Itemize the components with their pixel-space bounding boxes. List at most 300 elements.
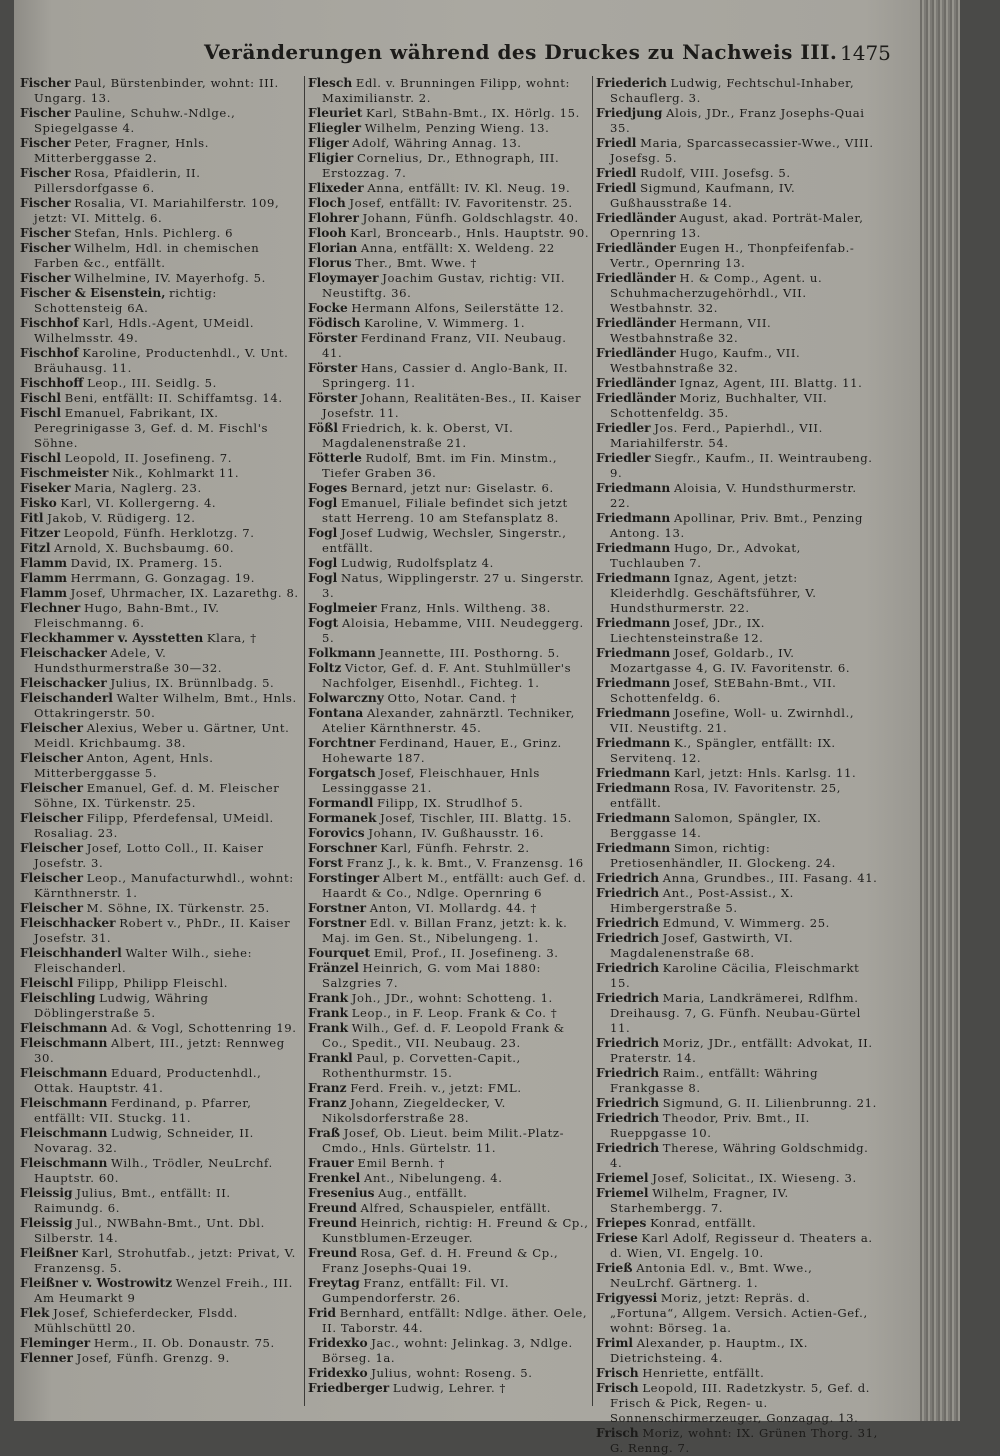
entry-surname: Freund — [308, 1246, 357, 1260]
entry-surname: Frank — [308, 991, 349, 1005]
entry-details: Filipp, IX. Strudlhof 5. — [377, 796, 524, 810]
entry-surname: Friedmann — [596, 481, 671, 495]
directory-entry — [308, 211, 590, 226]
entry-surname: Friedrich — [596, 886, 660, 900]
entry-details: Ant., Nibelungeng. 4. — [364, 1171, 503, 1185]
entry-details: Leop., III. Seidlg. 5. — [87, 376, 217, 390]
entry-surname: Friedrich — [596, 931, 660, 945]
page-number: 1475 — [840, 41, 891, 65]
entry-surname: Fischl — [20, 451, 62, 465]
entry-surname: Forgatsch — [308, 766, 376, 780]
entry-details: Josef, entfällt: IV. Favoritenstr. 25. — [349, 196, 573, 210]
directory-entry — [20, 1156, 302, 1186]
entry-details: Josef, Fleischhauer, Hnls Lessinggasse 21. — [322, 766, 540, 795]
entry-surname: Folwarczny — [308, 691, 384, 705]
entry-surname: Fogl — [308, 556, 338, 570]
directory-entry — [596, 646, 878, 676]
entry-surname: Friedler — [596, 421, 651, 435]
directory-entry — [308, 661, 590, 691]
entry-surname: Fischl — [20, 406, 62, 420]
entry-surname: Fränzel — [308, 961, 359, 975]
directory-entry — [20, 526, 302, 541]
directory-entry — [20, 271, 302, 286]
entry-details: Albert, III., jetzt: Rennweg 30. — [34, 1036, 285, 1065]
directory-entry — [308, 901, 590, 916]
entry-surname: Friedländer — [596, 391, 676, 405]
entry-details: Heinrich, G. vom Mai 1880: Salzgries 7. — [322, 961, 541, 990]
directory-entry — [308, 826, 590, 841]
entry-details: Eduard, Productenhdl., Ottak. Hauptstr. 41. — [34, 1066, 262, 1095]
entry-details: Victor, Gef. d. F. Ant. Stuhlmüller's Nachfolger, Eisenhdl., Fichteg. 1. — [322, 661, 572, 690]
directory-entry — [596, 211, 878, 241]
directory-entry — [308, 946, 590, 961]
directory-entry — [20, 106, 302, 136]
entry-surname: Florian — [308, 241, 358, 255]
directory-entry — [308, 706, 590, 736]
directory-entry — [596, 916, 878, 931]
entry-details: Heinrich, richtig: H. Freund & Cp., Kunstblumen-Erzeuger. — [322, 1216, 589, 1245]
entry-surname: Floch — [308, 196, 346, 210]
entry-details: Karl Adolf, Regisseur d. Theaters a. d. Wien, VI. Engelg. 10. — [610, 1231, 873, 1260]
entry-details: Julius, wohnt: Roseng. 5. — [371, 1366, 533, 1380]
directory-entry — [308, 1216, 590, 1246]
entry-details: Alois, JDr., Franz Josephs-Quai 35. — [610, 106, 865, 135]
entry-details: Karl, jetzt: Hnls. Karlsg. 11. — [673, 766, 857, 780]
entry-details: Henriette, entfällt. — [642, 1366, 765, 1380]
entry-details: Hugo, Kaufm., VII. Westbahnstraße 32. — [610, 346, 801, 375]
directory-entry — [20, 166, 302, 196]
entry-details: Filipp, Pferdefensal, UMeidl. Rosaliag. 23. — [34, 811, 274, 840]
entry-details: Eugen H., Thonpfeifenfab.-Vertr., Opernring 13. — [610, 241, 855, 270]
directory-entry — [308, 841, 590, 856]
entry-surname: Friedrich — [596, 1096, 660, 1110]
entry-details: Paul, Bürstenbinder, wohnt: III. Ungarg. 13. — [34, 76, 279, 105]
entry-surname: Friederich — [596, 76, 667, 90]
directory-entry — [308, 526, 590, 556]
directory-entry — [308, 391, 590, 421]
directory-entry — [20, 1246, 302, 1276]
directory-entry — [308, 571, 590, 601]
entry-surname: Frank — [308, 1006, 349, 1020]
entry-details: Anton, Agent, Hnls. Mitterberggasse 5. — [34, 751, 214, 780]
entry-surname: Friedl — [596, 181, 637, 195]
directory-entry — [596, 886, 878, 916]
entry-details: Edl. v. Billan Franz, jetzt: k. k. Maj. im Gen. St., Nibelungeng. 1. — [322, 916, 568, 945]
entry-surname: Flixeder — [308, 181, 364, 195]
entry-surname: Forovics — [308, 826, 365, 840]
directory-entry — [596, 1261, 878, 1291]
entry-details: Walter Wilh., siehe: Fleischanderl. — [34, 946, 253, 975]
directory-entry — [20, 391, 302, 406]
entry-details: Jul., NWBahn-Bmt., Unt. Dbl. Silberstr. 14. — [34, 1216, 265, 1245]
directory-entry — [20, 811, 302, 841]
directory-entry — [20, 196, 302, 226]
entry-details: August, akad. Porträt-Maler, Opernring 13. — [610, 211, 864, 240]
directory-entry — [308, 301, 590, 316]
entry-surname: Fraß — [308, 1126, 341, 1140]
directory-entry — [596, 1336, 878, 1366]
directory-entry — [596, 676, 878, 706]
entry-surname: Friedrich — [596, 871, 660, 885]
directory-entry — [308, 601, 590, 616]
directory-entry — [308, 1126, 590, 1156]
directory-entry — [596, 271, 878, 316]
entry-details: Robert v., PhDr., II. Kaiser Josefstr. 31. — [34, 916, 291, 945]
entry-details: Ludwig, Lehrer. † — [392, 1381, 506, 1395]
directory-entry — [596, 316, 878, 346]
directory-entry — [308, 106, 590, 121]
entry-surname: Fößl — [308, 421, 339, 435]
entry-details: Jeannette, III. Posthorng. 5. — [379, 646, 560, 660]
entry-surname: Fischer & Eisenstein, — [20, 286, 166, 300]
directory-entry — [20, 991, 302, 1021]
entry-details: Sigmund, G. II. Lilienbrunng. 21. — [662, 1096, 877, 1110]
entry-details: Joachim Gustav, richtig: VII. Neustiftg. 36. — [322, 271, 566, 300]
entry-surname: Formanek — [308, 811, 377, 825]
directory-entry — [308, 1201, 590, 1216]
entry-details: Jakob, V. Rüdigerg. 12. — [47, 511, 196, 525]
directory-entry — [596, 421, 878, 451]
entry-details: Sigmund, Kaufmann, IV. Gußhausstraße 14. — [610, 181, 796, 210]
entry-details: Franz, entfällt: Fil. VI. Gumpendorferstr. 26. — [322, 1276, 510, 1305]
entry-surname: Fötterle — [308, 451, 362, 465]
entry-details: Karoline, V. Wimmerg. 1. — [364, 316, 526, 330]
column-rule — [592, 76, 593, 1406]
entry-details: richtig: Schottensteig 6A. — [34, 286, 217, 315]
directory-entry — [308, 496, 590, 526]
entry-details: Rosalia, VI. Mariahilferstr. 109, jetzt: VI. Mittelg. 6. — [34, 196, 280, 225]
directory-entry — [20, 346, 302, 376]
entry-surname: Fogl — [308, 496, 338, 510]
entry-surname: Friedmann — [596, 736, 671, 750]
directory-entry — [20, 586, 302, 601]
entry-surname: Fischer — [20, 226, 71, 240]
entry-details: Ferd. Freih. v., jetzt: FML. — [350, 1081, 522, 1095]
entry-surname: Fleischer — [20, 751, 83, 765]
directory-entry — [20, 1066, 302, 1096]
entry-surname: Fogl — [308, 571, 338, 585]
directory-entry — [308, 1051, 590, 1081]
entry-surname: Fogl — [308, 526, 338, 540]
entry-surname: Frenkel — [308, 1171, 361, 1185]
entry-details: Paul, p. Corvetten-Capit., Rothenthurmstr. 15. — [322, 1051, 521, 1080]
entry-surname: Friedmann — [596, 646, 671, 660]
entry-surname: Fleischhanderl — [20, 946, 122, 960]
directory-entry — [20, 1126, 302, 1156]
entry-details: Rosa, Pfaidlerin, II. Pillersdorfgasse 6. — [34, 166, 201, 195]
entry-surname: Franz — [308, 1096, 347, 1110]
entry-surname: Födisch — [308, 316, 361, 330]
directory-entry — [20, 226, 302, 241]
entry-surname: Freytag — [308, 1276, 360, 1290]
directory-entry — [308, 1186, 590, 1201]
entry-surname: Fleischer — [20, 781, 83, 795]
entry-details: M. Söhne, IX. Türkenstr. 25. — [86, 901, 270, 915]
entry-details: Julius, Bmt., entfällt: II. Raimundg. 6. — [34, 1186, 231, 1215]
directory-entry — [20, 601, 302, 631]
entry-surname: Friemel — [596, 1171, 649, 1185]
entry-details: Maria, Landkrämerei, Rdlfhm. Dreihausg. 7, G. Fünfh. Neubau-Gürtel 11. — [610, 991, 861, 1035]
entry-details: Bernhard, entfällt: Ndlge. äther. Oele, II. Taborstr. 44. — [322, 1306, 588, 1335]
entry-surname: Forschner — [308, 841, 377, 855]
entry-details: Franz J., k. k. Bmt., V. Franzensg. 16 — [346, 856, 584, 870]
entry-surname: Fleischmann — [20, 1126, 108, 1140]
directory-entry — [20, 466, 302, 481]
directory-entry — [596, 1111, 878, 1141]
entry-details: Bernard, jetzt nur: Giselastr. 6. — [350, 481, 554, 495]
entry-surname: Fleischl — [20, 976, 74, 990]
directory-entry — [596, 1216, 878, 1231]
entry-surname: Förster — [308, 361, 358, 375]
entry-surname: Fontana — [308, 706, 364, 720]
entry-surname: Friepes — [596, 1216, 647, 1230]
entry-surname: Fleischer — [20, 721, 83, 735]
directory-entry — [596, 961, 878, 991]
entry-details: Rudolf, VIII. Josefsg. 5. — [640, 166, 791, 180]
entry-surname: Frid — [308, 1306, 337, 1320]
entry-surname: Fischmeister — [20, 466, 109, 480]
entry-surname: Flooh — [308, 226, 347, 240]
directory-entry — [308, 316, 590, 331]
entry-details: Klara, † — [206, 631, 257, 645]
entry-surname: Friedberger — [308, 1381, 390, 1395]
entry-details: Johann, Ziegeldecker, V. Nikolsdorferstraße 28. — [322, 1096, 506, 1125]
entry-details: Alexander, zahnärztl. Techniker, Atelier Kärnthnerstr. 45. — [322, 706, 575, 735]
entry-details: Moriz, jetzt: Repräs. d. „Fortuna“, Allgem. Versich. Actien-Gef., wohnt: Börseg. 1a. — [610, 1291, 868, 1335]
entry-surname: Fischer — [20, 76, 71, 90]
entry-details: Josef, Fünfh. Grenzg. 9. — [76, 1351, 230, 1365]
directory-entry — [596, 781, 878, 811]
entry-details: Josef, StEBahn-Bmt., VII. Schottenfeldg. 6. — [610, 676, 837, 705]
directory-entry — [20, 946, 302, 976]
directory-entry — [308, 916, 590, 946]
directory-entry — [20, 1336, 302, 1351]
entry-details: Josef, Solicitat., IX. Wieseng. 3. — [652, 1171, 857, 1185]
directory-entry — [20, 871, 302, 901]
entry-surname: Friedmann — [596, 781, 671, 795]
entry-surname: Fleißner — [20, 1246, 78, 1260]
entry-details: Natus, Wipplingerstr. 27 u. Singerstr. 3. — [322, 571, 585, 600]
directory-entry — [308, 856, 590, 871]
entry-surname: Friedländer — [596, 316, 676, 330]
directory-page — [14, 0, 960, 1455]
column-2 — [308, 76, 590, 1406]
directory-entry — [308, 271, 590, 301]
entry-surname: Friedmann — [596, 571, 671, 585]
entry-surname: Fleischmann — [20, 1036, 108, 1050]
directory-entry — [596, 766, 878, 781]
directory-entry — [596, 1096, 878, 1111]
entry-surname: Fischhof — [20, 316, 79, 330]
directory-entry — [596, 991, 878, 1036]
directory-entry — [596, 871, 878, 886]
entry-details: Edl. v. Brunningen Filipp, wohnt: Maximilianstr. 2. — [322, 76, 571, 105]
entry-details: Ther., Bmt. Wwe. † — [355, 256, 477, 270]
entry-details: Joh., JDr., wohnt: Schotteng. 1. — [351, 991, 553, 1005]
directory-entry — [308, 1006, 590, 1021]
entry-details: Leopold, III. Radetzkystr. 5, Gef. d. Frisch & Pick, Regen- u. Sonnenschirmerzeuger, Gonzagag. 13. — [610, 1381, 871, 1425]
directory-entry — [20, 631, 302, 646]
entry-details: Ignaz, Agent, jetzt: Kleiderhdlg. Geschäftsführer, V. Hundsthurmerstr. 22. — [610, 571, 817, 615]
entry-details: Pauline, Schuhw.-Ndlge., Spiegelgasse 4. — [34, 106, 236, 135]
directory-entry — [20, 1021, 302, 1036]
entry-details: Josef, Tischler, III. Blattg. 15. — [380, 811, 572, 825]
entry-details: Apollinar, Priv. Bmt., Penzing Antong. 13. — [610, 511, 864, 540]
entry-surname: Franz — [308, 1081, 347, 1095]
directory-entry — [308, 1366, 590, 1381]
entry-details: Wilhelm, Fragner, IV. Starhembergg. 7. — [610, 1186, 789, 1215]
entry-details: Ant., Post-Assist., X. Himbergerstraße 5. — [610, 886, 794, 915]
entry-details: Aloisia, V. Hundsthurmerstr. 22. — [610, 481, 857, 510]
directory-entry — [596, 376, 878, 391]
column-3 — [596, 76, 878, 1455]
directory-entry — [20, 76, 302, 106]
directory-entry — [308, 1171, 590, 1186]
entry-surname: Fliegler — [308, 121, 361, 135]
directory-entry — [20, 691, 302, 721]
entry-surname: Fitzl — [20, 541, 51, 555]
entry-details: Hugo, Bahn-Bmt., IV. Fleischmanng. 6. — [34, 601, 220, 630]
entry-details: Walter Wilhelm, Bmt., Hnls. Ottakringerstr. 50. — [34, 691, 297, 720]
entry-details: Karl, VI. Kollergerng. 4. — [60, 496, 217, 510]
directory-entry — [308, 1021, 590, 1051]
entry-details: Ferdinand, p. Pfarrer, entfällt: VII. Stuckg. 11. — [34, 1096, 252, 1125]
directory-entry — [20, 781, 302, 811]
entry-details: Josef, Ob. Lieut. beim Milit.-Platz-Cmdo., Hnls. Gürtelstr. 11. — [322, 1126, 565, 1155]
entry-details: Moriz, wohnt: IX. Grünen Thorg. 31, G. Renng. 7. — [610, 1426, 878, 1455]
entry-details: Antonia Edl. v., Bmt. Wwe., NeuLrchf. Gärtnerg. 1. — [610, 1261, 813, 1290]
entry-details: Ludwig, Rudolfsplatz 4. — [340, 556, 494, 570]
entry-details: Karoline, Productenhdl., V. Unt. Bräuhausg. 11. — [34, 346, 289, 375]
entry-details: Johann, IV. Gußhausstr. 16. — [368, 826, 545, 840]
entry-details: Wilhelm, Penzing Wieng. 13. — [364, 121, 550, 135]
directory-entry — [20, 646, 302, 676]
entry-surname: Fitl — [20, 511, 44, 525]
directory-entry — [20, 841, 302, 871]
entry-details: Peter, Fragner, Hnls. Mitterberggasse 2. — [34, 136, 210, 165]
entry-surname: Flamm — [20, 556, 67, 570]
entry-details: Nik., Kohlmarkt 11. — [112, 466, 240, 480]
entry-details: Alexius, Weber u. Gärtner, Unt. Meidl. Krichbaumg. 38. — [34, 721, 290, 750]
entry-details: Hans, Cassier d. Anglo-Bank, II. Springerg. 11. — [322, 361, 569, 390]
directory-entry — [596, 76, 878, 106]
entry-surname: Fleischacker — [20, 676, 107, 690]
entry-surname: Friedl — [596, 166, 637, 180]
entry-surname: Förster — [308, 331, 358, 345]
directory-entry — [308, 766, 590, 796]
entry-surname: Forstinger — [308, 871, 380, 885]
directory-entry — [596, 1171, 878, 1186]
entry-details: Moriz, JDr., entfällt: Advokat, II. Praterstr. 14. — [610, 1036, 873, 1065]
entry-details: Josef, Gastwirth, VI. Magdalenenstraße 68. — [610, 931, 794, 960]
entry-details: Julius, IX. Brünnlbadg. 5. — [110, 676, 275, 690]
entry-details: Aug., entfällt. — [378, 1186, 468, 1200]
directory-entry — [308, 226, 590, 241]
entry-details: Leopold, II. Josefineng. 7. — [64, 451, 233, 465]
entry-details: Maria, Sparcassecassier-Wwe., VIII. Josefsg. 5. — [610, 136, 874, 165]
directory-entry — [308, 241, 590, 256]
directory-entry — [308, 961, 590, 991]
directory-entry — [20, 316, 302, 346]
entry-surname: Frankl — [308, 1051, 353, 1065]
entry-surname: Fleckhammer v. Aysstetten — [20, 631, 204, 645]
entry-details: Josef, Schieferdecker, Flsdd. Mühlschüttl 20. — [34, 1306, 238, 1335]
directory-entry — [308, 481, 590, 496]
entry-details: Adele, V. Hundsthurmerstraße 30—32. — [34, 646, 223, 675]
directory-entry — [596, 451, 878, 481]
directory-entry — [308, 1336, 590, 1366]
entry-details: Leop., Manufacturwhdl., wohnt: Kärnthnerstr. 1. — [34, 871, 294, 900]
entry-details: Ludwig, Schneider, II. Novarag. 32. — [34, 1126, 254, 1155]
entry-surname: Fleuriet — [308, 106, 363, 120]
directory-entry — [308, 1156, 590, 1171]
entry-surname: Frauer — [308, 1156, 354, 1170]
directory-entry — [308, 421, 590, 451]
entry-details: K., Spängler, entfällt: IX. Servitenq. 12. — [610, 736, 836, 765]
entry-details: Herrmann, G. Gonzagag. 19. — [70, 571, 256, 585]
entry-details: Alfred, Schauspieler, entfällt. — [360, 1201, 552, 1215]
entry-details: David, IX. Pramerg. 15. — [70, 556, 223, 570]
directory-entry — [308, 361, 590, 391]
entry-surname: Frisch — [596, 1381, 639, 1395]
directory-entry — [596, 1231, 878, 1261]
directory-entry — [20, 451, 302, 466]
directory-entry — [596, 841, 878, 871]
entry-details: Josefine, Woll- u. Zwirnhdl., VII. Neustiftg. 21. — [610, 706, 855, 735]
entry-surname: Fleischmann — [20, 1156, 108, 1170]
entry-surname: Forstner — [308, 901, 367, 915]
entry-surname: Fleminger — [20, 1336, 91, 1350]
entry-details: Wilh., Trödler, NeuLrchf. Hauptstr. 60. — [34, 1156, 273, 1185]
directory-entry — [20, 1036, 302, 1066]
entry-surname: Fleischer — [20, 811, 83, 825]
entry-details: Karl, Hdls.-Agent, UMeidl. Wilhelmsstr. 49. — [34, 316, 255, 345]
directory-entry — [308, 811, 590, 826]
directory-entry — [596, 1141, 878, 1171]
entry-details: Stefan, Hnls. Pichlerg. 6 — [74, 226, 234, 240]
entry-details: Rosa, Gef. d. H. Freund & Cp., Franz Josephs-Quai 19. — [322, 1246, 559, 1275]
entry-details: Leop., in F. Leop. Frank & Co. † — [351, 1006, 558, 1020]
directory-entry — [308, 451, 590, 481]
directory-entry — [20, 511, 302, 526]
entry-details: Friedrich, k. k. Oberst, VI. Magdalenenstraße 21. — [322, 421, 514, 450]
directory-entry — [596, 136, 878, 166]
entry-surname: Friedrich — [596, 916, 660, 930]
directory-entry — [596, 511, 878, 541]
entry-surname: Frieß — [596, 1261, 633, 1275]
entry-details: Johann, Fünfh. Goldschlagstr. 40. — [362, 211, 579, 225]
entry-details: Theodor, Priv. Bmt., II. Rueppgasse 10. — [610, 1111, 810, 1140]
entry-surname: Flohrer — [308, 211, 359, 225]
entry-surname: Fischer — [20, 136, 71, 150]
entry-surname: Fleischer — [20, 841, 83, 855]
entry-details: Emanuel, Filiale befindet sich jetzt statt Herreng. 10 am Stefansplatz 8. — [322, 496, 568, 525]
column-1 — [20, 76, 302, 1406]
entry-surname: Fleischanderl — [20, 691, 113, 705]
entry-surname: Fridexko — [308, 1336, 368, 1350]
entry-surname: Fleischacker — [20, 646, 107, 660]
entry-details: Wilhelmine, IV. Mayerhofg. 5. — [74, 271, 266, 285]
entry-surname: Friedmann — [596, 616, 671, 630]
directory-entry — [596, 1366, 878, 1381]
directory-entry — [596, 931, 878, 961]
entry-details: Hermann Alfons, Seilerstätte 12. — [351, 301, 565, 315]
entry-surname: Friedrich — [596, 1066, 660, 1080]
directory-entry — [308, 1381, 590, 1396]
entry-details: Anna, Grundbes., III. Fasang. 41. — [662, 871, 878, 885]
directory-entry — [20, 481, 302, 496]
entry-surname: Fridexko — [308, 1366, 368, 1380]
